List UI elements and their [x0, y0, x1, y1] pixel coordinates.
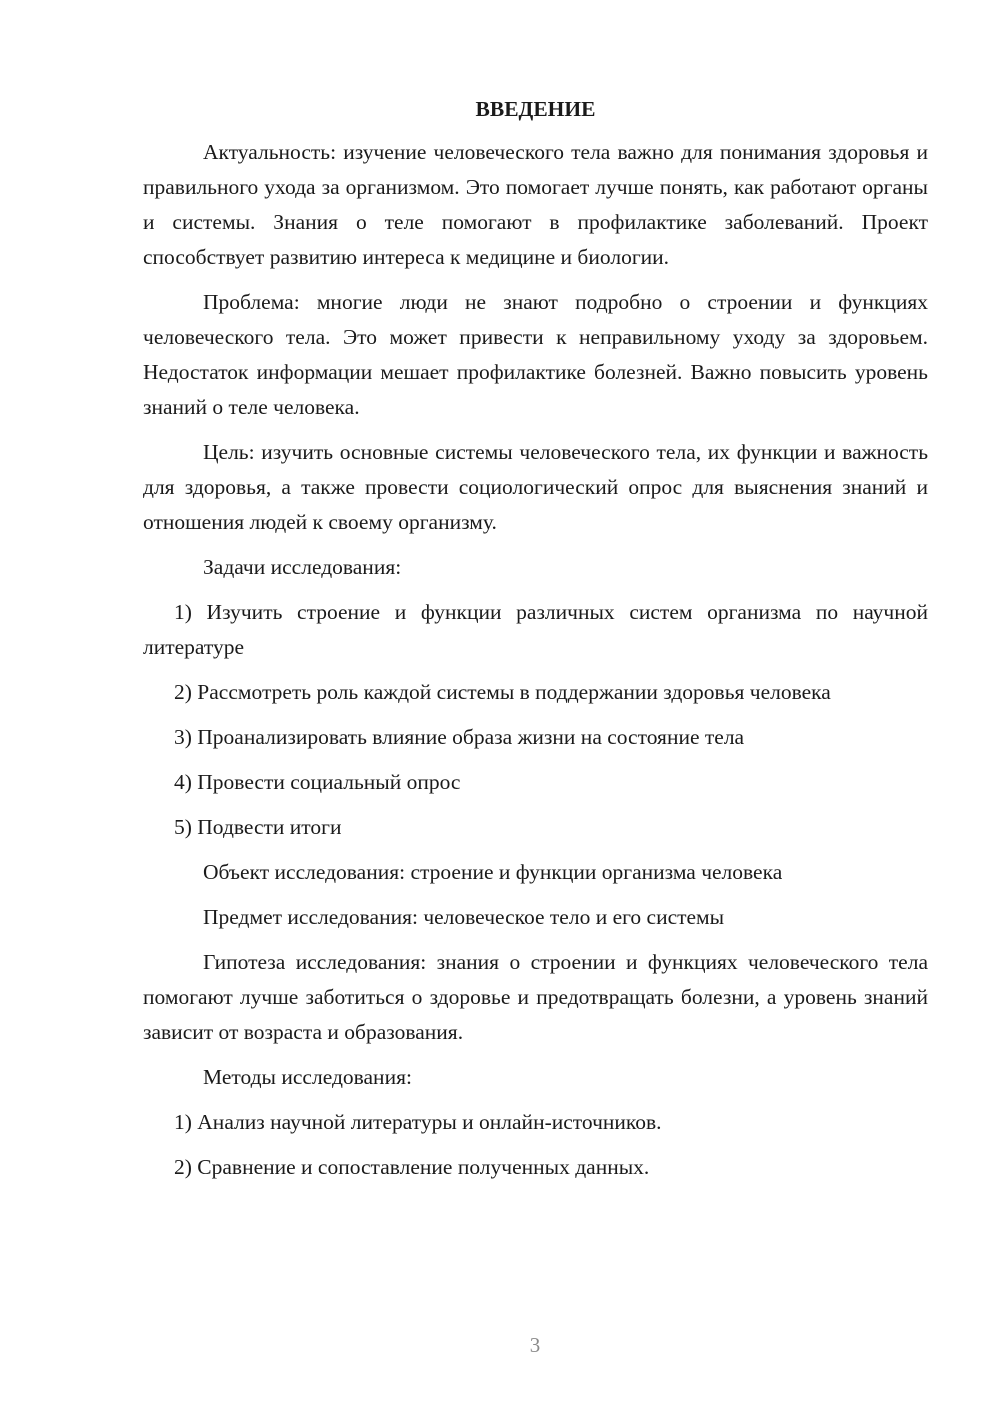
section-heading: ВВЕДЕНИЕ: [475, 97, 596, 121]
task-item-5: 5) Подвести итоги: [174, 815, 342, 839]
method-item-2: 2) Сравнение и сопоставление полученных данных.: [174, 1155, 650, 1179]
document-page: [143, 92, 928, 1195]
task-item-4: 4) Провести социальный опрос: [174, 770, 461, 794]
subject-paragraph: Предмет исследования: человеческое тело и его системы: [203, 905, 725, 929]
relevance-paragraph: Актуальность: изучение человеческого тела важно для понимания здоровья и правильного ухода за организмом. Это помогает лучше понять, как работают органы и системы. Знания о теле помогают в профилактике заболеваний. Проект способствует развитию интереса к медицине и биологии.: [143, 140, 928, 269]
page-number: 3: [529, 1333, 541, 1357]
hypothesis-paragraph: Гипотеза исследования: знания о строении и функциях человеческого тела помогают лучше заботиться о здоровье и предотвращать болезни, а уровень знаний зависит от возраста и образования.: [143, 950, 928, 1044]
task-item-1: 1) Изучить строение и функции различных систем организма по научной литературе: [143, 600, 928, 659]
methods-heading: Методы исследования:: [203, 1065, 412, 1089]
task-item-3: 3) Проанализировать влияние образа жизни на состояние тела: [174, 725, 745, 749]
problem-paragraph: Проблема: многие люди не знают подробно о строении и функциях человеческого тела. Это может привести к неправильному уходу за здоровьем. Недостаток информации мешает профилактике болезней. Важно повысить уровень знаний о теле человека.: [143, 290, 928, 419]
object-paragraph: Объект исследования: строение и функции организма человека: [203, 860, 783, 884]
goal-paragraph: Цель: изучить основные системы человеческого тела, их функции и важность для здоровья, а также провести социологический опрос для выяснения знаний и отношения людей к своему организму.: [143, 440, 928, 534]
tasks-heading: Задачи исследования:: [203, 555, 402, 579]
task-item-2: 2) Рассмотреть роль каждой системы в поддержании здоровья человека: [174, 680, 831, 704]
method-item-1: 1) Анализ научной литературы и онлайн-источников.: [174, 1110, 662, 1134]
